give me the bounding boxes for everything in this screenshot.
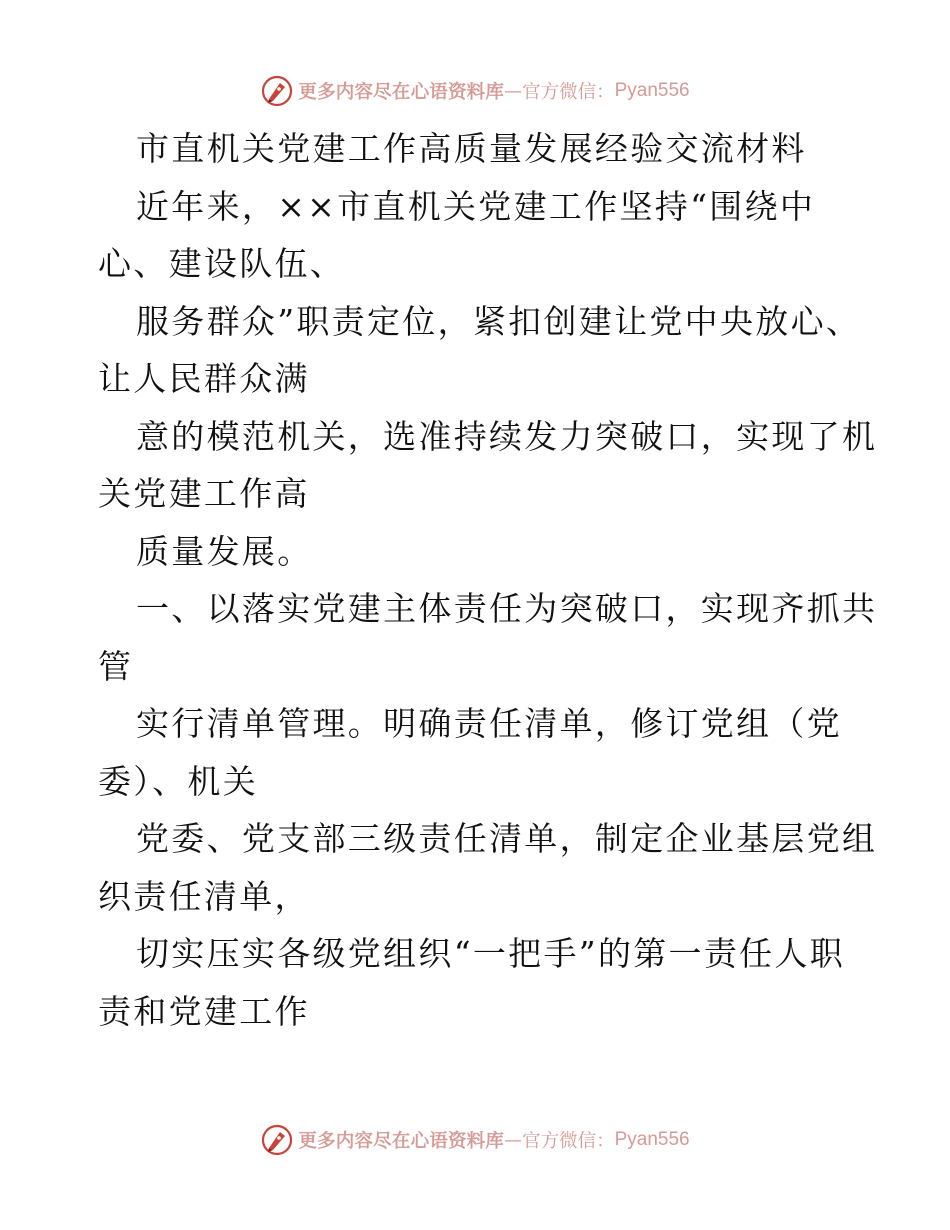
paragraph-line: 服务群众”职责定位，紧扣创建让党中央放心、: [136, 301, 862, 341]
document-title: 市直机关党建工作高质量发展经验交流材料: [136, 129, 807, 168]
pen-nib-logo-icon: [260, 74, 294, 108]
footer-watermark: [0, 1120, 950, 1160]
header-watermark: [0, 71, 950, 111]
paragraph-line: 织责任清单，: [98, 876, 310, 916]
paragraph-line: 委）、机关: [98, 761, 258, 801]
paragraph-line: 责和党建工作: [98, 991, 310, 1031]
paragraph-line: 让人民群众满: [98, 359, 310, 398]
section-heading-continuation: 管: [98, 646, 134, 686]
watermark-wechat-id: Pyan556: [614, 1129, 690, 1150]
watermark-separator: —: [504, 80, 523, 102]
pen-nib-logo-icon: [260, 1123, 294, 1157]
paragraph-line: 实行清单管理。明确责任清单，修订党组（党: [136, 704, 842, 743]
paragraph-line: 关党建工作高: [98, 474, 310, 513]
paragraph-line: 质量发展。: [136, 531, 313, 571]
document-body: [98, 120, 878, 1040]
watermark-wechat-id: Pyan556: [614, 80, 690, 101]
section-heading: 一、以落实党建主体责任为突破口，实现齐抓共: [136, 589, 878, 628]
watermark-wechat-label: 官方微信：: [522, 1131, 615, 1152]
watermark-text: 更多内容尽在心语资料库: [298, 82, 505, 103]
watermark-text: 更多内容尽在心语资料库: [298, 1131, 505, 1152]
paragraph-line: 心、建设队伍、: [98, 244, 346, 283]
paragraph-line: 近年来，××市直机关党建工作坚持“围绕中: [136, 186, 816, 226]
watermark-separator: —: [504, 1129, 523, 1151]
watermark-wechat-label: 官方微信：: [522, 82, 615, 103]
paragraph-line: 党委、党支部三级责任清单，制定企业基层党组: [136, 819, 878, 858]
paragraph-line: 切实压实各级党组织“一把手”的第一责任人职: [136, 934, 846, 973]
paragraph-line: 意的模范机关，选准持续发力突破口，实现了机: [136, 416, 878, 456]
